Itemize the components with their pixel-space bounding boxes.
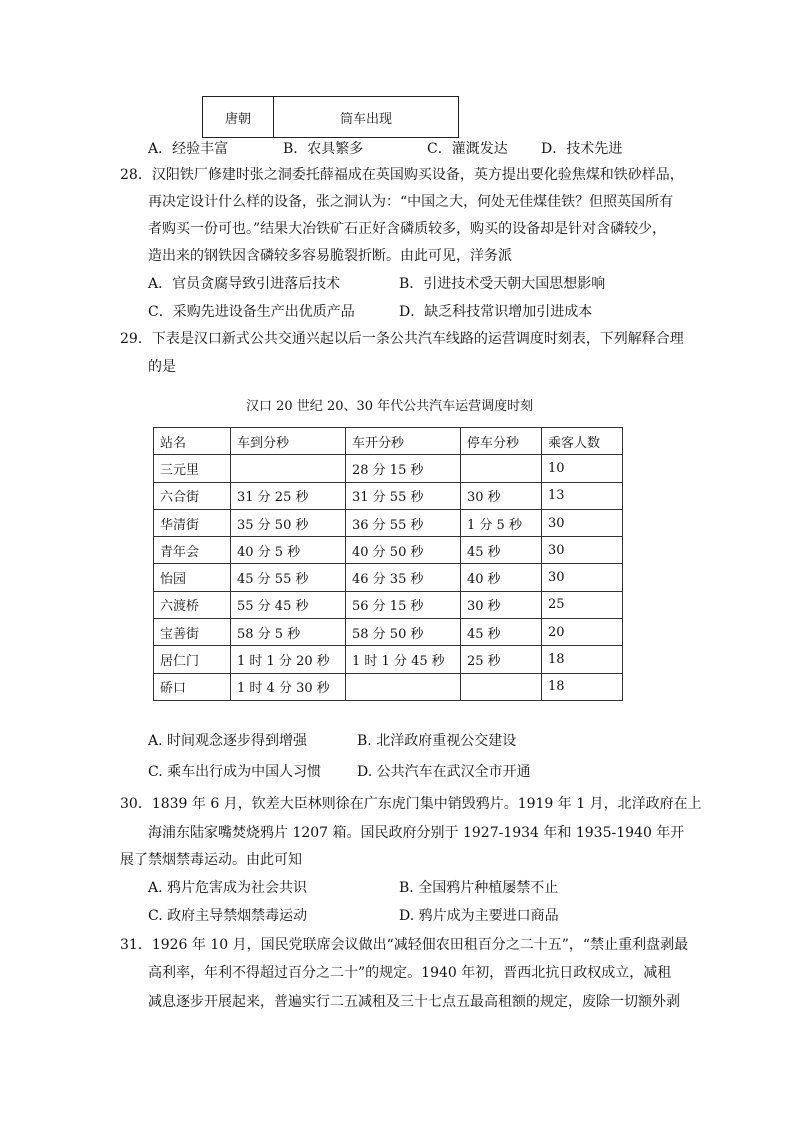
- cell-arrive: 45 分 55 秒: [231, 564, 346, 591]
- header-stop: 停车分秒: [461, 428, 542, 455]
- cell-passengers: 30: [542, 509, 623, 536]
- cell-arrive: [231, 455, 346, 482]
- q28-line-4: 造出来的钢铁因含磷较多容易脆裂折断。由此可见，洋务派: [148, 248, 512, 264]
- q28-line-2: 再决定设计什么样的设备，张之洞认为：“中国之大，何处无佳煤佳铁？但照英国所有: [148, 194, 674, 210]
- cell-stop: [461, 673, 542, 700]
- q30-option-c: C. 政府主导禁烟禁毒运动: [148, 908, 308, 924]
- q29-line-2: 的是: [148, 359, 176, 375]
- table-row: [154, 537, 623, 564]
- cell-depart: 1 时 1 分 45 秒: [346, 646, 461, 673]
- cell-station: 三元里: [154, 455, 231, 482]
- cell-station: 居仁门: [154, 646, 231, 673]
- schedule-table-title: 汉口 20 世纪 20、30 年代公共汽车运营调度时刻: [246, 399, 534, 414]
- q31-line-3: 减息逐步开展起来，普遍实行二五减租及三十七点五最高租额的规定，废除一切额外剥: [148, 994, 680, 1010]
- table-row: [154, 482, 623, 509]
- cell-depart: 58 分 50 秒: [346, 619, 461, 646]
- cell-passengers: 13: [542, 482, 623, 509]
- cell-station: 宝善街: [154, 619, 231, 646]
- cell-passengers: 30: [542, 537, 623, 564]
- table-row: [154, 455, 623, 482]
- cell-depart: 28 分 15 秒: [346, 455, 461, 482]
- q28-line-1: 28．汉阳铁厂修建时张之洞委托薛福成在英国购买设备，英方提出要化验焦煤和铁砂样品，: [120, 167, 684, 183]
- cell-stop: 45 秒: [461, 537, 542, 564]
- cell-stop: 30 秒: [461, 591, 542, 618]
- cell-stop: 40 秒: [461, 564, 542, 591]
- cell-arrive: 58 分 5 秒: [231, 619, 346, 646]
- cell-passengers: 10: [542, 455, 623, 482]
- q31-line-2: 高利率，年利不得超过百分之二十”的规定。1940 年初，晋西北抗日政权成立，减租: [148, 965, 672, 981]
- table-row: [154, 646, 623, 673]
- cell-stop: 30 秒: [461, 482, 542, 509]
- cell-passengers: 25: [542, 591, 623, 618]
- q27-option-b: B．农具繁多: [283, 141, 364, 157]
- q30-option-b: B. 全国鸦片种植屡禁不止: [399, 880, 559, 896]
- cell-arrive: 31 分 25 秒: [231, 482, 346, 509]
- q28-option-b: B．引进技术受天朝大国思想影响: [399, 276, 606, 292]
- table-row: [154, 619, 623, 646]
- q29-option-d: D. 公共汽车在武汉全市开通: [357, 764, 531, 780]
- cell-arrive: 40 分 5 秒: [231, 537, 346, 564]
- cell-stop: 1 分 5 秒: [461, 509, 542, 536]
- q29-option-b: B. 北洋政府重视公交建设: [357, 733, 517, 749]
- cell-stop: 25 秒: [461, 646, 542, 673]
- cell-passengers: 30: [542, 564, 623, 591]
- q29-option-a: A. 时间观念逐步得到增强: [148, 733, 308, 749]
- q31-line-1: 31．1926 年 10 月，国民党联席会议做出“减轻佃农田租百分之二十五”，“禁止重利盘剥最: [120, 937, 689, 953]
- bus-schedule-table: [153, 427, 623, 701]
- header-passengers: 乘客人数: [542, 428, 623, 455]
- header-depart: 车开分秒: [346, 428, 461, 455]
- cell-station: 华清街: [154, 509, 231, 536]
- invention-cell: 筒车出现: [339, 111, 392, 127]
- cell-depart: 36 分 55 秒: [346, 509, 461, 536]
- invention-table: [202, 96, 459, 138]
- header-station: 站名: [154, 428, 231, 455]
- cell-stop: [461, 455, 542, 482]
- header-arrive: 车到分秒: [231, 428, 346, 455]
- table-row: [154, 673, 623, 700]
- q27-option-d: D．技术先进: [541, 141, 623, 157]
- q30-line-3: 展了禁烟禁毒运动。由此可知: [120, 852, 302, 868]
- cell-passengers: 20: [542, 619, 623, 646]
- table-header-row: [154, 428, 623, 455]
- cell-station: 青年会: [154, 537, 231, 564]
- cell-arrive: 1 时 1 分 20 秒: [231, 646, 346, 673]
- cell-station: 怡园: [154, 564, 231, 591]
- cell-depart: 56 分 15 秒: [346, 591, 461, 618]
- cell-depart: 31 分 55 秒: [346, 482, 461, 509]
- q29-line-1: 29．下表是汉口新式公共交通兴起以后一条公共汽车线路的运营调度时刻表，下列解释合理: [120, 331, 684, 347]
- cell-arrive: 1 时 4 分 30 秒: [231, 673, 346, 700]
- table-row: [154, 564, 623, 591]
- table-row: [154, 509, 623, 536]
- q28-option-d: D．缺乏科技常识增加引进成本: [399, 304, 593, 320]
- cell-passengers: 18: [542, 646, 623, 673]
- cell-station: 六合街: [154, 482, 231, 509]
- dynasty-cell: 唐朝: [203, 97, 274, 137]
- cell-passengers: 18: [542, 673, 623, 700]
- q28-option-c: C．采购先进设备生产出优质产品: [148, 304, 355, 320]
- q30-line-2: 海浦东陆家嘴焚烧鸦片 1207 箱。国民政府分别于 1927-1934 年和 1935-1940 年开: [148, 825, 685, 841]
- q30-line-1: 30．1839 年 6 月，钦差大臣林则徐在广东虎门集中销毁鸦片。1919 年 1 月，北洋政府在上: [120, 796, 702, 812]
- cell-arrive: 35 分 50 秒: [231, 509, 346, 536]
- q30-option-d: D. 鸦片成为主要进口商品: [399, 908, 559, 924]
- q30-option-a: A. 鸦片危害成为社会共识: [148, 880, 308, 896]
- q27-option-c: C．灌溉发达: [427, 141, 508, 157]
- cell-station: 硚口: [154, 673, 231, 700]
- table-row: [154, 591, 623, 618]
- cell-depart: 40 分 50 秒: [346, 537, 461, 564]
- q28-line-3: 者购买一份可也。”结果大冶铁矿石正好含磷质较多，购买的设备却是针对含磷较少，: [148, 221, 667, 237]
- q29-option-c: C. 乘车出行成为中国人习惯: [148, 764, 322, 780]
- cell-stop: 45 秒: [461, 619, 542, 646]
- q27-option-a: A．经验丰富: [148, 141, 229, 157]
- cell-station: 六渡桥: [154, 591, 231, 618]
- cell-depart: [346, 673, 461, 700]
- q28-option-a: A．官员贪腐导致引进落后技术: [148, 276, 341, 292]
- cell-depart: 46 分 35 秒: [346, 564, 461, 591]
- cell-arrive: 55 分 45 秒: [231, 591, 346, 618]
